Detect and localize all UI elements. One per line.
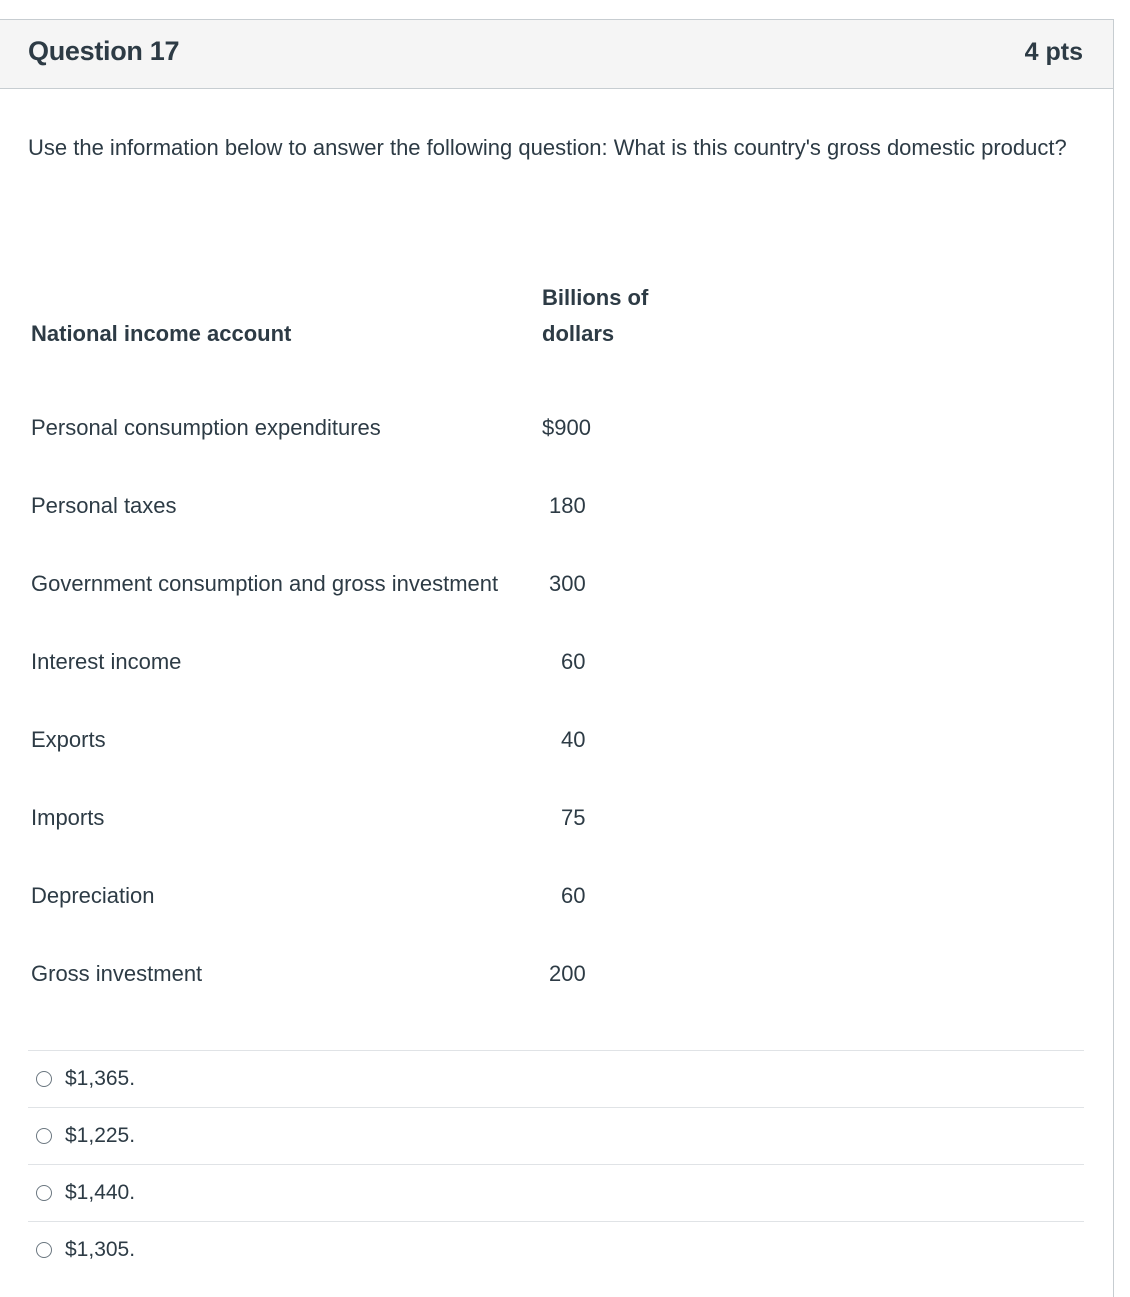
row-value-imports: 75	[561, 805, 586, 830]
radio-button[interactable]	[36, 1185, 52, 1201]
row-label-personal-consumption: Personal consumption expenditures	[31, 415, 381, 440]
row-value-exports: 40	[561, 727, 586, 752]
question-title: Question 17	[28, 36, 180, 66]
question-header	[0, 20, 1113, 89]
answer-option[interactable]	[28, 1107, 1084, 1164]
radio-button[interactable]	[36, 1242, 52, 1258]
table-header-account: National income account	[31, 321, 292, 346]
radio-button[interactable]	[36, 1071, 52, 1087]
question-text: Use the information below to answer the following question: What is this country's gross domestic product?	[28, 135, 1067, 160]
row-value-depreciation: 60	[561, 883, 586, 908]
answer-label[interactable]: $1,305.	[65, 1238, 136, 1261]
row-label-depreciation: Depreciation	[31, 883, 155, 908]
radio-button[interactable]	[36, 1128, 52, 1144]
question-points: 4 pts	[1024, 38, 1083, 66]
row-label-personal-taxes: Personal taxes	[31, 493, 177, 518]
row-label-exports: Exports	[31, 727, 106, 752]
row-label-imports: Imports	[31, 805, 105, 830]
table-header-value	[542, 280, 682, 352]
row-label-interest-income: Interest income	[31, 649, 182, 674]
row-value-gross-investment: 200	[549, 961, 586, 986]
answer-label[interactable]: $1,440.	[65, 1181, 136, 1204]
row-value-personal-consumption: $900	[542, 415, 591, 440]
answer-option[interactable]	[28, 1221, 1084, 1278]
table-header-value-line1: Billions of	[542, 285, 649, 310]
table-header-value-line2: dollars	[542, 321, 615, 346]
row-value-government: 300	[549, 571, 586, 596]
row-label-government: Government consumption and gross investment	[31, 571, 499, 596]
answer-label[interactable]: $1,365.	[65, 1067, 136, 1090]
answer-option[interactable]	[28, 1164, 1084, 1221]
row-value-interest-income: 60	[561, 649, 586, 674]
answer-option[interactable]	[28, 1050, 1084, 1107]
answer-list	[28, 1030, 1084, 1278]
row-label-gross-investment: Gross investment	[31, 961, 203, 986]
row-value-personal-taxes: 180	[549, 493, 586, 518]
answer-label[interactable]: $1,225.	[65, 1124, 136, 1147]
